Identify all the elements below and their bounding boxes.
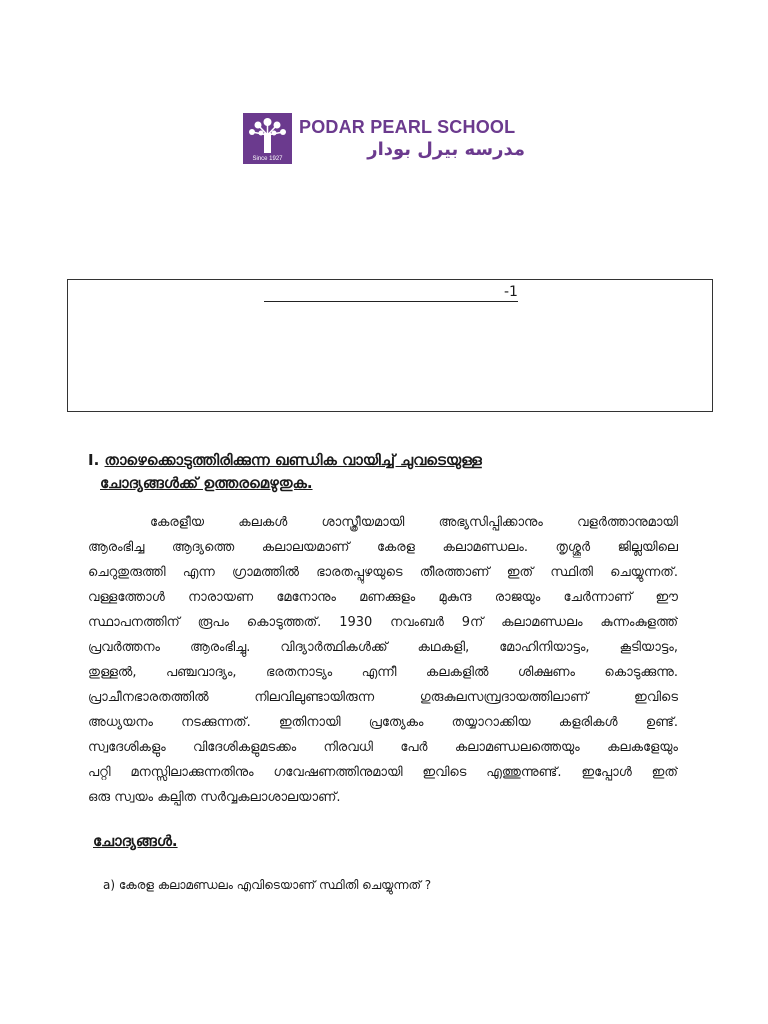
school-name: PODAR PEARL SCHOOL (299, 117, 516, 137)
passage-line: ചെറുതുരുത്തി എന്ന ഗ്രാമത്തിൽ ഭാരതപ്പുഴയുടെ തീരത്താണ് ഇത് സ്ഥിതി ചെയ്യുന്നത്. (88, 565, 678, 580)
passage-line: സ്ഥാപനത്തിന് രൂപം കൊടുത്തത്. 1930 നവംബർ 9ന് കലാമണ്ഡലം കുന്നംകുളത്ത് (88, 615, 678, 630)
passage-line: പറ്റി മനസ്സിലാക്കുന്നതിനും ഗവേഷണത്തിനുമായി ഇവിടെ എത്തുന്നുണ്ട്. ഇപ്പോൾ ഇത് (88, 765, 678, 780)
instruction-line-1: താഴെക്കൊടുത്തിരിക്കുന്ന ഖണ്ഡിക വായിച്ച് ചുവടെയുള്ള (104, 451, 482, 469)
passage-line: അധ്യയനം നടക്കുന്നത്. ഇതിനായി പ്രത്യേകം തയ്യാറാക്കിയ കളരികൾ ഉണ്ട്. (88, 715, 678, 730)
title-box (67, 279, 713, 412)
passage-line: ആരംഭിച്ച ആദ്യത്തെ കലാലയമാണ് കേരള കലാമണ്ഡലം. തൃശ്ശൂർ ജില്ലയിലെ (88, 540, 678, 555)
tree-emblem-icon (243, 113, 292, 164)
title-number: -1 (504, 284, 518, 300)
school-name-arabic: مدرسه بيرل بودار (367, 139, 525, 160)
section-instruction (88, 449, 608, 495)
instruction-line-2: ചോദ്യങ്ങൾക്ക് ഉത്തരമെഴുതുക. (100, 474, 313, 492)
passage-line: കേരളീയ കലകൾ ശാസ്ത്രീയമായി അഭ്യസിപ്പിക്കാനും വളർത്താനുമായി (150, 515, 678, 530)
since-label: Since 1927 (252, 156, 283, 162)
passage-line: വള്ളത്തോൾ നാരായണ മേനോനും മണക്കുളം മുകുന്ദ രാജയും ചേർന്നാണ് ഈ (88, 590, 678, 605)
school-logo (243, 113, 543, 165)
section-numeral: I. (88, 451, 100, 469)
question-item (103, 878, 431, 893)
passage-line: തുള്ളൽ, പഞ്ചവാദ്യം, ഭരതനാട്യം എന്നീ കലകളിൽ ശിക്ഷണം കൊടുക്കുന്നു. (88, 665, 678, 680)
title-underline (264, 301, 518, 302)
passage-line: ഒരു സ്വയം കല്പിത സർവ്വകലാശാലയാണ്. (88, 790, 341, 805)
question-text: കേരള കലാമണ്ഡലം എവിടെയാണ് സ്ഥിതി ചെയ്യുന്നത് ? (118, 878, 432, 892)
passage-line: സ്വദേശികളും വിദേശികളുമടക്കം നിരവധി പേർ കലാമണ്ഡലത്തെയും കലകളേയും (88, 740, 678, 755)
passage-line: പ്രാചീനഭാരതത്തിൽ നിലവിലുണ്ടായിരുന്ന ഗുരുകുലസമ്പ്രദായത്തിലാണ് ഇവിടെ (88, 690, 678, 705)
reading-passage (88, 510, 678, 810)
passage-line: പ്രവർത്തനം ആരംഭിച്ചു. വിദ്യാർത്ഥികൾക്ക് കഥകളി, മോഹിനിയാട്ടം, കൂടിയാട്ടം, (88, 640, 678, 655)
questions-heading: ചോദ്യങ്ങൾ. (93, 832, 178, 850)
question-label: a) (103, 878, 116, 892)
